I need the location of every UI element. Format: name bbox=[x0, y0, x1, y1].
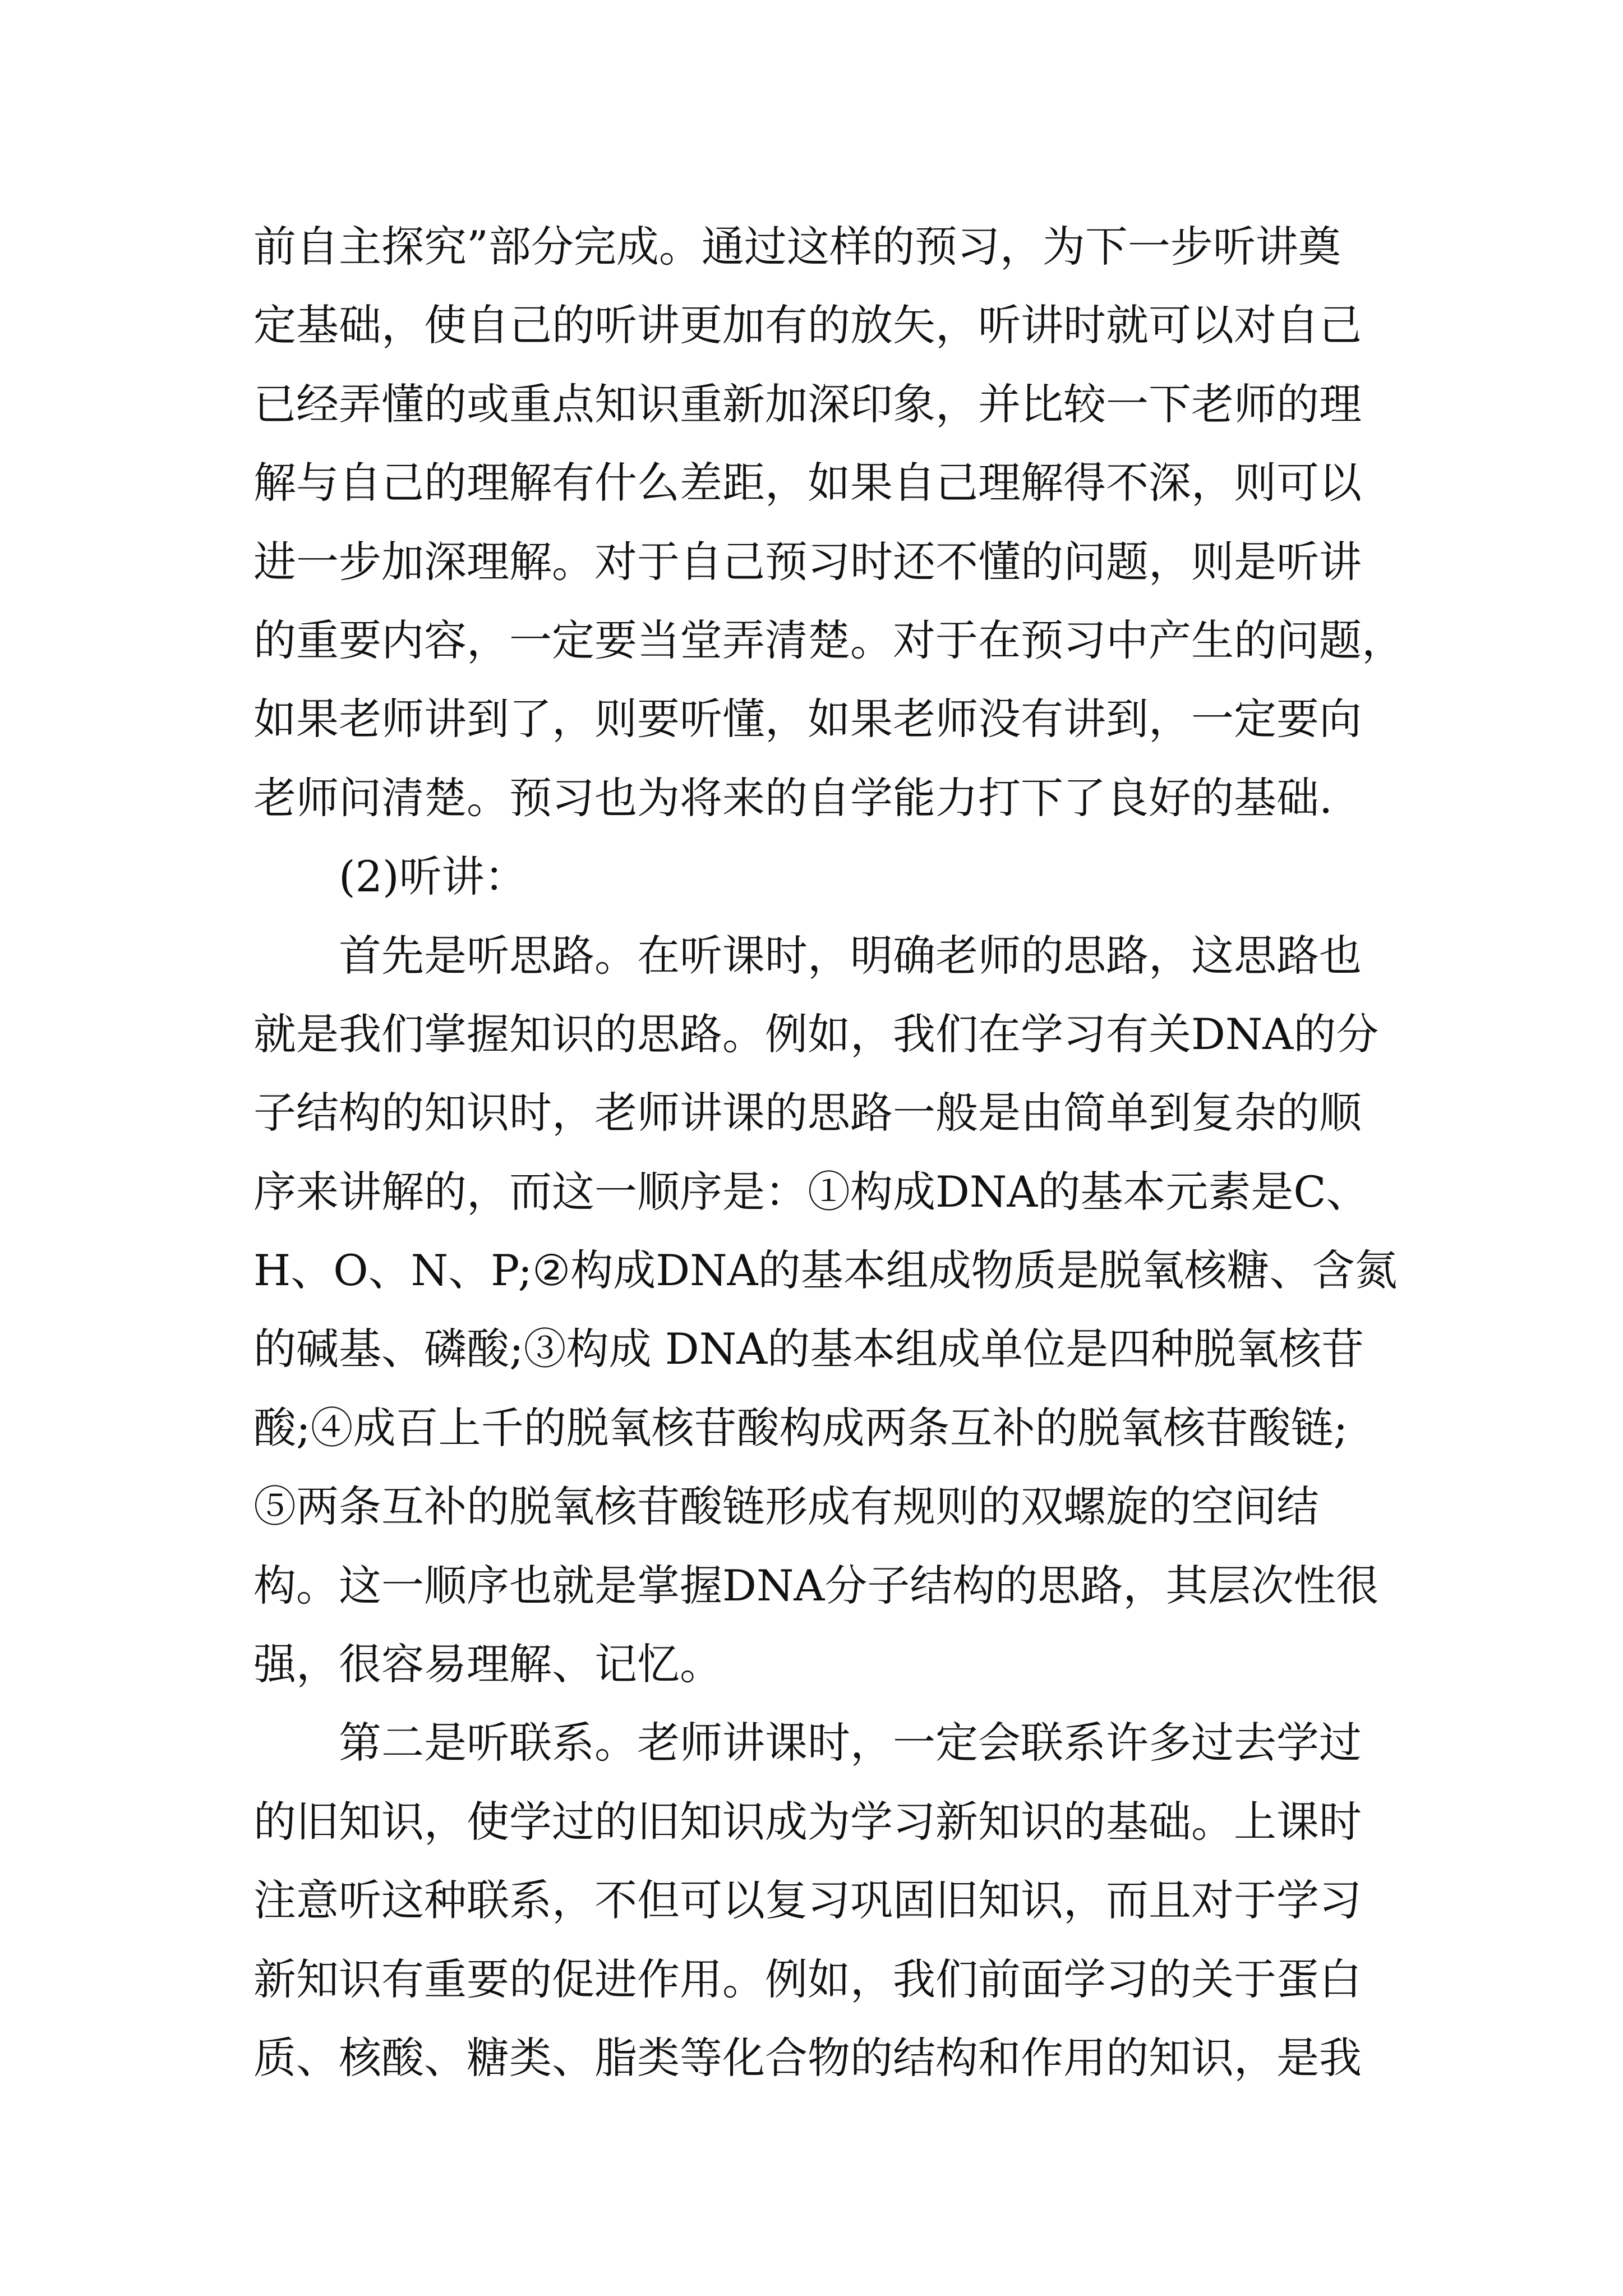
text-line: 老师问清楚。预习也为将来的自学能力打下了良好的基础. bbox=[253, 772, 1333, 823]
text-line: 子结构的知识时，老师讲课的思路一般是由简单到复杂的顺 bbox=[253, 1088, 1362, 1138]
section-heading: (2)听讲： bbox=[339, 852, 527, 902]
text-line: 构。这一顺序也就是掌握DNA分子结构的思路，其层次性很 bbox=[253, 1560, 1379, 1611]
text-line: 注意听这种联系，不但可以复习巩固旧知识，而且对于学习 bbox=[253, 1875, 1362, 1926]
text-line: 的重要内容，一定要当堂弄清楚。对于在预习中产生的问题， bbox=[253, 615, 1404, 665]
text-line: ⑤两条互补的脱氧核苷酸链形成有规则的双螺旋的空间结 bbox=[253, 1481, 1319, 1532]
text-line: 解与自己的理解有什么差距，如果自己理解得不深，则可以 bbox=[253, 458, 1362, 508]
paragraph-start-line: 首先是听思路。在听课时，明确老师的思路，这思路也 bbox=[339, 930, 1362, 981]
text-line: 已经弄懂的或重点知识重新加深印象，并比较一下老师的理 bbox=[253, 379, 1362, 429]
text-line: 酸;④成百上千的脱氧核苷酸构成两条互补的脱氧核苷酸链; bbox=[253, 1402, 1348, 1453]
paragraph-start-line: 第二是听联系。老师讲课时，一定会联系许多过去学过 bbox=[339, 1718, 1362, 1768]
text-line: 进一步加深理解。对于自己预习时还不懂的问题，则是听讲 bbox=[253, 536, 1362, 587]
text-line: 质、核酸、糖类、脂类等化合物的结构和作用的知识，是我 bbox=[253, 2032, 1362, 2083]
text-line: 序来讲解的，而这一顺序是：①构成DNA的基本元素是C、 bbox=[253, 1166, 1369, 1217]
text-line: 如果老师讲到了，则要听懂，如果老师没有讲到，一定要向 bbox=[253, 694, 1362, 744]
text-line: H、O、N、P;②构成DNA的基本组成物质是脱氧核糖、含氮 bbox=[253, 1245, 1398, 1296]
body-text bbox=[253, 208, 1404, 2097]
text-line: 新知识有重要的促进作用。例如，我们前面学习的关于蛋白 bbox=[253, 1954, 1362, 2004]
text-line: 定基础，使自己的听讲更加有的放矢，听讲时就可以对自己 bbox=[253, 300, 1362, 351]
text-line: 的旧知识，使学过的旧知识成为学习新知识的基础。上课时 bbox=[253, 1796, 1362, 1847]
text-line: 前自主探究”部分完成。通过这样的预习，为下一步听讲奠 bbox=[253, 222, 1341, 272]
text-line: 的碱基、磷酸;③构成 DNA的基本组成单位是四种脱氧核苷 bbox=[253, 1324, 1364, 1374]
text-line: 就是我们掌握知识的思路。例如，我们在学习有关DNA的分 bbox=[253, 1009, 1379, 1059]
text-line: 强，很容易理解、记忆。 bbox=[253, 1639, 722, 1690]
